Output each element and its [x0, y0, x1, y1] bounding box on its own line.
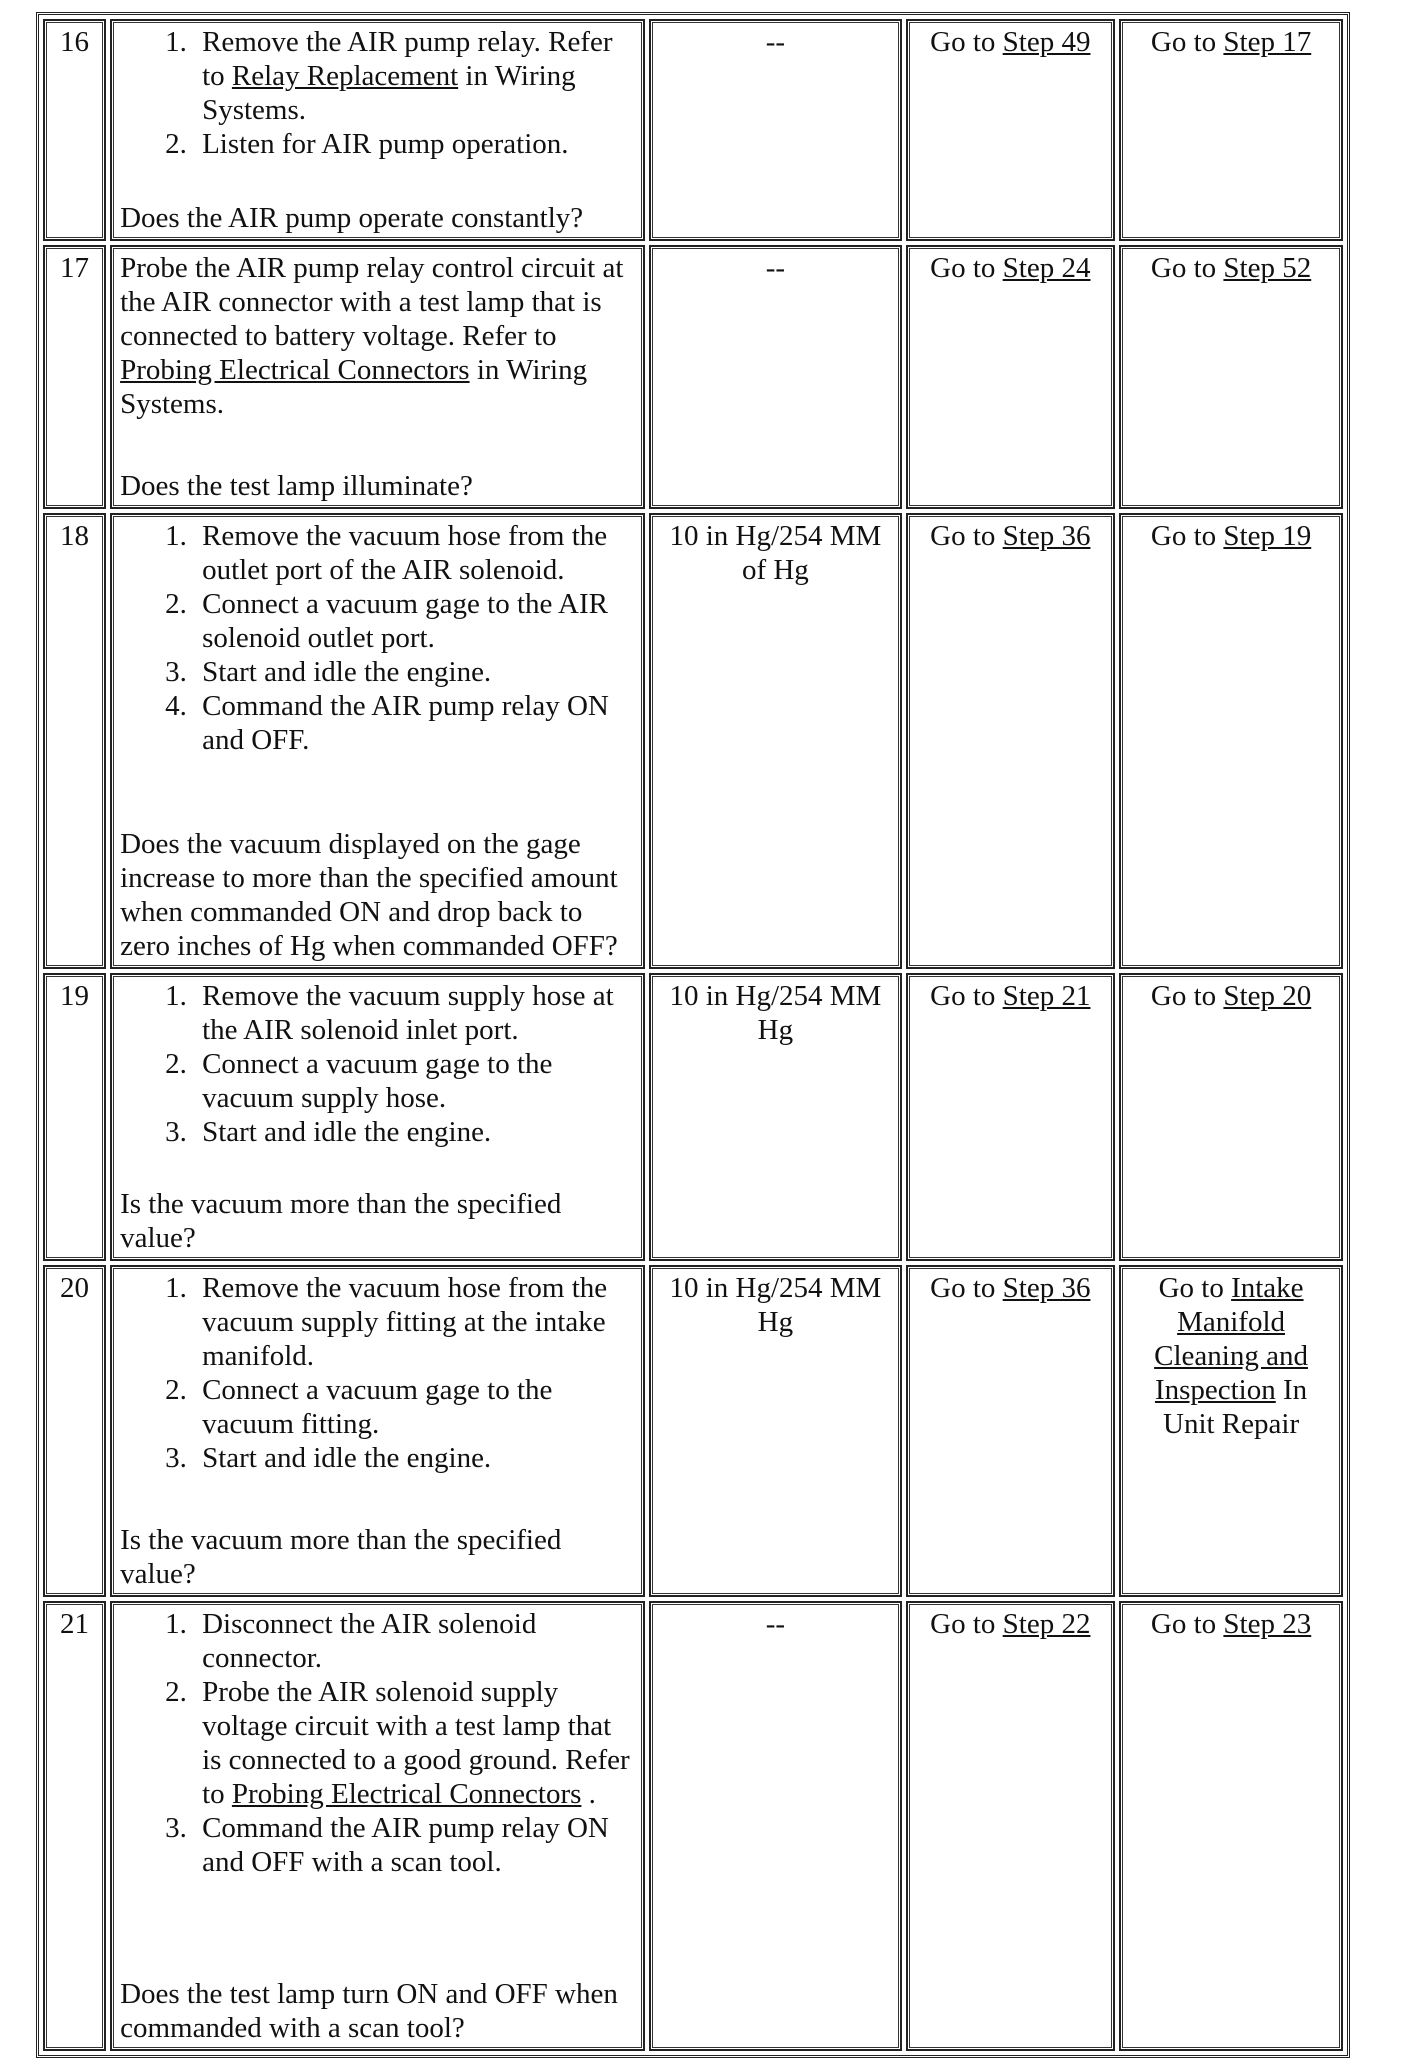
step-number: 17	[43, 245, 106, 509]
diagnostic-table-body	[43, 19, 1343, 2051]
cross-reference-link[interactable]: Probing Electrical Connectors	[120, 354, 470, 386]
text-segment: in Wiring Systems.	[202, 60, 576, 126]
text-segment: Go to	[1150, 980, 1224, 1012]
step-question: Does the vacuum displayed on the gage increase to more than the specified amount when commanded ON and drop back to zero inches of Hg when commanded OFF?	[120, 828, 618, 962]
step-row	[43, 245, 1343, 509]
step-action-content	[120, 1271, 635, 1591]
step-number: 18	[43, 513, 106, 969]
no-result	[1119, 19, 1343, 241]
yes-result	[906, 513, 1116, 969]
text-segment: Disconnect the AIR solenoid connector.	[202, 1608, 537, 1674]
step-value: --	[649, 1601, 901, 2051]
instruction-item	[194, 1373, 635, 1441]
text-segment: In Unit Repair	[1163, 1374, 1308, 1440]
step-action-content	[120, 979, 635, 1255]
text-segment: Remove the vacuum hose from the outlet port of the AIR solenoid.	[202, 520, 608, 586]
text-segment: Probe the AIR pump relay control circuit at the AIR connector with a test lamp that is connected to battery voltage. Refer to	[120, 252, 624, 352]
cross-reference-link[interactable]: Step 19	[1223, 520, 1312, 552]
instruction-item	[194, 1115, 635, 1149]
instruction-item	[194, 1607, 635, 1675]
step-action-content	[120, 251, 635, 503]
cross-reference-link[interactable]: Step 49	[1002, 26, 1091, 58]
text-segment: Go to	[930, 520, 1003, 552]
text-segment: Connect a vacuum gage to the vacuum supply hose.	[202, 1048, 553, 1114]
step-question: Is the vacuum more than the specified value?	[120, 1188, 562, 1254]
step-row	[43, 513, 1343, 969]
text-segment: Go to	[1158, 1272, 1232, 1304]
diagnostic-table	[36, 12, 1350, 2058]
step-question: Does the test lamp illuminate?	[120, 470, 473, 502]
cross-reference-link[interactable]: Step 17	[1223, 26, 1312, 58]
cross-reference-link[interactable]: Intake Manifold Cleaning and Inspection	[1154, 1272, 1308, 1406]
step-action	[110, 1265, 645, 1597]
step-action	[110, 513, 645, 969]
step-number: 21	[43, 1601, 106, 2051]
text-segment: Connect a vacuum gage to the vacuum fitting.	[202, 1374, 553, 1440]
yes-result	[906, 19, 1116, 241]
text-segment: Connect a vacuum gage to the AIR solenoid outlet port.	[202, 588, 608, 654]
step-instructions	[120, 1271, 635, 1475]
instruction-item	[194, 1271, 635, 1373]
document-page	[36, 12, 1350, 2058]
cross-reference-link[interactable]: Relay Replacement	[231, 60, 459, 92]
instruction-item	[194, 1441, 635, 1475]
no-result	[1119, 1265, 1343, 1597]
cross-reference-link[interactable]: Step 52	[1223, 252, 1312, 284]
text-segment: Go to	[1150, 26, 1224, 58]
yes-result	[906, 1265, 1116, 1597]
step-row	[43, 973, 1343, 1261]
step-instructions	[120, 25, 635, 161]
no-result	[1119, 513, 1343, 969]
cross-reference-link[interactable]: Step 36	[1002, 1272, 1091, 1304]
step-action	[110, 1601, 645, 2051]
text-segment: Command the AIR pump relay ON and OFF with a scan tool.	[202, 1812, 609, 1878]
instruction-list	[120, 519, 635, 757]
instruction-item	[194, 979, 635, 1047]
step-value: 10 in Hg/254 MM Hg	[649, 1265, 901, 1597]
instruction-list	[120, 1271, 635, 1475]
step-row	[43, 19, 1343, 241]
cross-reference-link[interactable]: Step 20	[1223, 980, 1312, 1012]
text-segment: Go to	[1150, 520, 1224, 552]
yes-result	[906, 1601, 1116, 2051]
step-instructions	[120, 519, 635, 757]
instruction-item	[194, 1047, 635, 1115]
step-value: --	[649, 19, 901, 241]
yes-result	[906, 245, 1116, 509]
instruction-item	[194, 25, 635, 127]
step-question: Does the test lamp turn ON and OFF when commanded with a scan tool?	[120, 1978, 618, 2044]
step-action-content	[120, 25, 635, 235]
step-row	[43, 1265, 1343, 1597]
text-segment: Start and idle the engine.	[202, 1116, 492, 1148]
text-segment: Go to	[1150, 1608, 1224, 1640]
no-result	[1119, 1601, 1343, 2051]
step-number: 19	[43, 973, 106, 1261]
instruction-item	[194, 655, 635, 689]
step-instructions	[120, 251, 635, 421]
cross-reference-link[interactable]: Step 24	[1002, 252, 1091, 284]
text-segment: Remove the vacuum supply hose at the AIR solenoid inlet port.	[202, 980, 614, 1046]
step-action-content	[120, 519, 635, 963]
instruction-item	[194, 127, 635, 161]
instruction-item	[194, 689, 635, 757]
step-instructions	[120, 1607, 635, 1879]
instruction-item	[194, 1811, 635, 1879]
text-segment: in Wiring Systems.	[120, 354, 588, 420]
text-segment: Command the AIR pump relay ON and OFF.	[202, 690, 609, 756]
text-segment: Probe the AIR solenoid supply voltage circuit with a test lamp that is connected to a good ground. Refer to	[202, 1676, 630, 1810]
step-number: 20	[43, 1265, 106, 1597]
yes-result	[906, 973, 1116, 1261]
text-segment: Go to	[930, 1608, 1003, 1640]
cross-reference-link[interactable]: Step 22	[1002, 1608, 1091, 1640]
instruction-list	[120, 1607, 635, 1879]
step-action-content	[120, 1607, 635, 2045]
text-segment: Go to	[930, 1272, 1003, 1304]
text-segment: Listen for AIR pump operation.	[202, 128, 569, 160]
instruction-list	[120, 25, 635, 161]
text-segment: Go to	[930, 252, 1003, 284]
no-result	[1119, 973, 1343, 1261]
text-segment: Go to	[1150, 252, 1224, 284]
text-segment: Remove the vacuum hose from the vacuum supply fitting at the intake manifold.	[202, 1272, 608, 1372]
instruction-item	[194, 1675, 635, 1811]
text-segment: Start and idle the engine.	[202, 656, 492, 688]
step-action	[110, 245, 645, 509]
instruction-list	[120, 979, 635, 1149]
step-row	[43, 1601, 1343, 2051]
step-question: Does the AIR pump operate constantly?	[120, 202, 584, 234]
step-instructions	[120, 979, 635, 1149]
cross-reference-link[interactable]: Step 21	[1002, 980, 1091, 1012]
cross-reference-link[interactable]: Step 23	[1223, 1608, 1312, 1640]
text-segment: Go to	[930, 980, 1003, 1012]
text-segment: Remove the AIR pump relay. Refer to	[202, 26, 613, 92]
text-segment: .	[581, 1778, 596, 1810]
step-value: --	[649, 245, 901, 509]
text-segment: Go to	[930, 26, 1003, 58]
step-value: 10 in Hg/254 MM Hg	[649, 973, 901, 1261]
cross-reference-link[interactable]: Probing Electrical Connectors	[231, 1778, 582, 1810]
instruction-paragraph	[120, 251, 635, 421]
step-question: Is the vacuum more than the specified value?	[120, 1524, 562, 1590]
no-result	[1119, 245, 1343, 509]
cross-reference-link[interactable]: Step 36	[1002, 520, 1091, 552]
instruction-item	[194, 519, 635, 587]
text-segment: Start and idle the engine.	[202, 1442, 492, 1474]
instruction-item	[194, 587, 635, 655]
step-action	[110, 973, 645, 1261]
step-value: 10 in Hg/254 MM of Hg	[649, 513, 901, 969]
step-number: 16	[43, 19, 106, 241]
step-action	[110, 19, 645, 241]
